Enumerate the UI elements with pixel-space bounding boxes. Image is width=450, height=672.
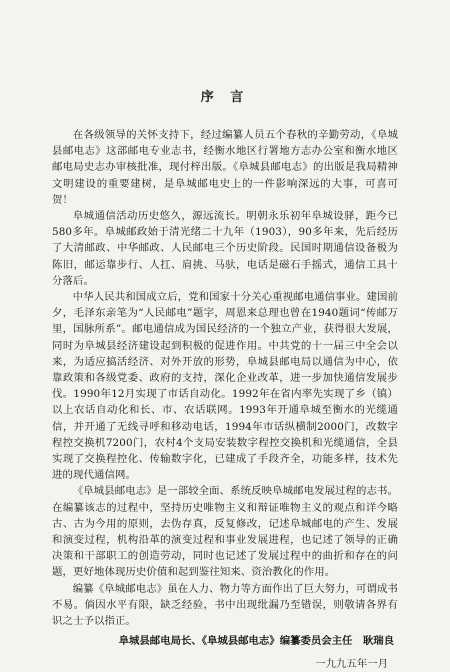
signature-line: 阜城县邮电局长、《阜城县邮电志》编纂委员会主任 耿瑞良 bbox=[118, 635, 394, 648]
paragraph-3: 中华人民共和国成立后，党和国家十分关心重视邮电通信事业。建国前夕，毛泽东亲笔为“人民邮电”题字，周恩来总理也曾在1940题词“传邮万里，国脉所系”。邮电通信成为国民经济的一个独立产业，获得很大发展，同时为阜城县经济建设起到积极的促进作用。中共党的十一届三中全会以来，为适应搞活经济、对外开放的形势，阜城县邮电局以通信为中心，依靠政策和各级党委、政府的支持，深化企业改革，进一步加快通信发展步伐。1990年12月实现了市话自动化。1992年在省内率先实现了乡（镇）以上农话自动化和长、市、农话联网。1993年开通阜城至衡水的光缆通信，并开通了无线寻呼和移动电话，1994年市话纵横制2000门，改数字程控交换机7200门，农村4个支局安装数字程控交换机和光缆通信，全县实现了交换程控化、传输数字化，已建成了手段齐全，功能多样，技术先进的现代通信网。 bbox=[52, 291, 399, 482]
paragraph-5: 编纂《阜城邮电志》虽在人力、物力等方面作出了巨大努力，可谓成书不易。倘因水平有限，缺乏经验，书中出现纰漏乃至错误，则敬请各界有识之士予以指正。 bbox=[52, 582, 399, 628]
paragraph-2: 阜城通信活动历史悠久，源远流长。明朝永乐初年阜城设驿，距今已580多年。阜城邮政始于清光绪二十九年（1903），90多年来，先后经历了大清邮政、中华邮政、人民邮电三个历史阶段。民国时期通信设备极为陈旧，邮运靠步行、人扛、肩挑、马驮，电话是磁石手摇式，通信工具十分落后。 bbox=[52, 210, 398, 287]
paragraph-4: 《阜城县邮电志》是一部较全面、系统反映阜城邮电发展过程的志书。在编纂该志的过程中，坚持历史唯物主义和辩证唯物主义的观点和详今略古、古为今用的原则，去伪存真，反复修改，记述阜城邮电的产生、发展和演变过程，机构沿革的演变过程和事业发展进程，也记述了领导的正确决策和干部职工的创造劳动，同时也记述了发展过程中的曲折和存在的问题，更好地体现历史价值和起到鉴往知来、资治教化的作用。 bbox=[52, 485, 399, 579]
date-line: 一九九五年一月 bbox=[315, 657, 388, 670]
document-title: 序 言 bbox=[200, 90, 250, 105]
paragraph-1: 在各级领导的关怀支持下，经过编纂人员五个春秋的辛勤劳动，《阜城县邮电志》这部邮电专业志书，经衡水地区行署地方志办公室和衡水地区邮电局史志办审核批准，现付梓出版。《阜城县邮电志》的出版是我局精神文明建设的重要建树，是阜城邮电史上的一件影响深远的大事，可喜可贺！ bbox=[52, 129, 398, 206]
